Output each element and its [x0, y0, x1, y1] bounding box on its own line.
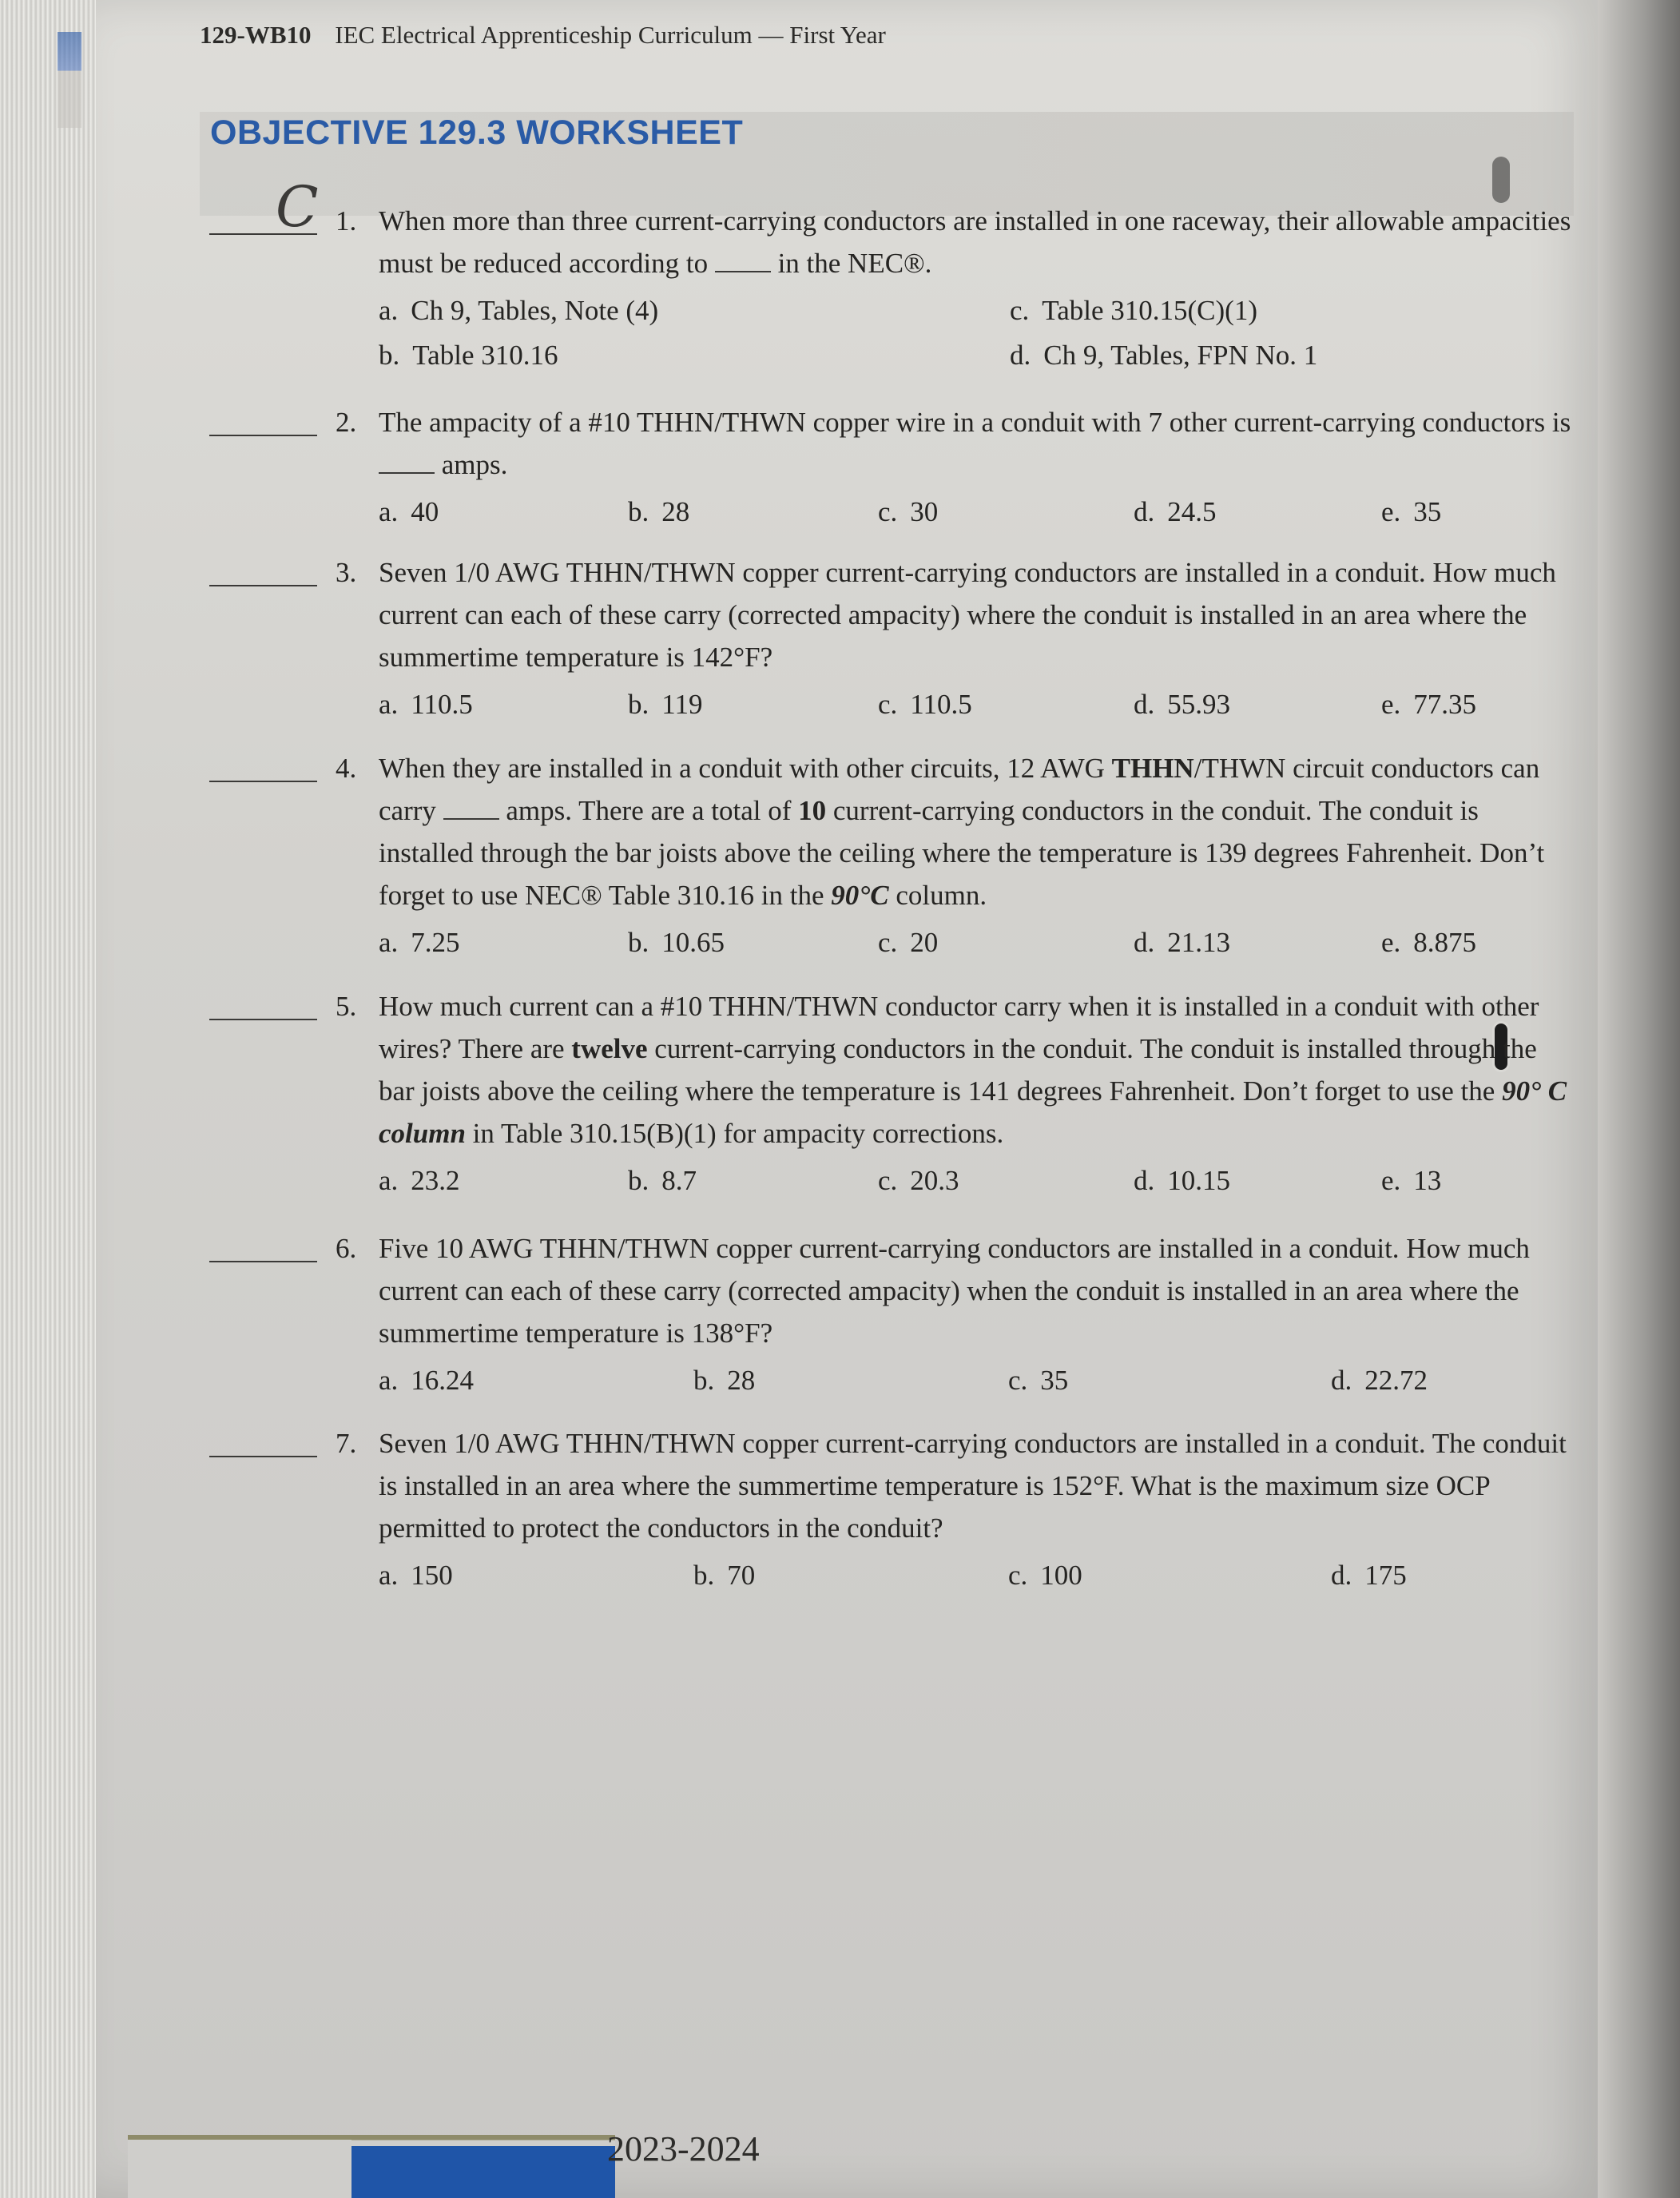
- option-e[interactable]: e. 13: [1381, 1165, 1442, 1196]
- stem-text: The ampacity of a #10 THHN/THWN copper wire in a conduit with 7 other current-carrying conductors is: [379, 407, 1571, 438]
- question-number: 6.: [336, 1233, 357, 1264]
- option-a[interactable]: a. 150: [379, 1560, 453, 1591]
- option-b[interactable]: b. 10.65: [628, 927, 725, 958]
- stem-text: current-carrying conductors in the conduit. The conduit is installed through the bar joists above the ceiling where the temperature is 141 degrees Fahrenheit. Don’t forget to use the: [379, 1033, 1537, 1107]
- question-stem: [379, 401, 1577, 486]
- answer-blank[interactable]: [209, 435, 317, 436]
- question-stem: [379, 747, 1577, 916]
- stem-bold: twelve: [571, 1033, 648, 1064]
- answer-blank[interactable]: [209, 585, 317, 586]
- stem-text: When more than three current-carrying conductors are installed in one raceway, their allowable ampacities must be reduced according to: [379, 205, 1571, 279]
- stem-text: Seven 1/0 AWG THHN/THWN copper current-carrying conductors are installed in a conduit. How much current can each of these carry (corrected ampacity) where the conduit is installed in an area where the summertime temperature is 142°F?: [379, 557, 1556, 673]
- question-7: [209, 1422, 1591, 1599]
- question-6: [209, 1227, 1591, 1404]
- stem-bold-italic: 90° C column: [379, 1075, 1567, 1149]
- question-number: 5.: [336, 991, 357, 1022]
- stem-text: amps. There are a total of: [506, 795, 792, 826]
- options: [379, 1359, 1591, 1404]
- running-head-text: IEC Electrical Apprenticeship Curriculum — First Year: [335, 21, 886, 49]
- stem-bold-italic: 90°C: [831, 880, 889, 911]
- option-c[interactable]: c. 110.5: [878, 689, 972, 720]
- fill-blank[interactable]: [379, 448, 435, 474]
- option-b[interactable]: b. 28: [693, 1365, 756, 1396]
- option-d[interactable]: d. 22.72: [1331, 1365, 1428, 1396]
- handwritten-answer: C: [276, 174, 319, 240]
- option-c[interactable]: c. 30: [878, 496, 939, 527]
- running-head: [200, 21, 886, 50]
- question-1: [209, 200, 1591, 379]
- footer-color-band: [128, 2135, 615, 2198]
- question-number: 4.: [336, 753, 357, 784]
- stem-bold: THHN: [1111, 753, 1194, 784]
- option-a[interactable]: a. 7.25: [379, 927, 460, 958]
- option-b[interactable]: b. 28: [628, 496, 690, 527]
- stem-text: in the NEC®.: [777, 248, 932, 279]
- question-stem: [379, 1227, 1577, 1354]
- option-d[interactable]: d. 21.13: [1134, 927, 1230, 958]
- option-c[interactable]: c. 20.3: [878, 1165, 959, 1196]
- option-b[interactable]: b. 119: [628, 689, 703, 720]
- stem-text: Five 10 AWG THHN/THWN copper current-carrying conductors are installed in a conduit. How much current can each of these carry (corrected ampacity) when the conduit is installed in an area where the summertime temperature is 138°F?: [379, 1233, 1530, 1349]
- running-head-code: 129-WB10: [200, 21, 312, 49]
- question-number: 3.: [336, 557, 357, 588]
- option-e[interactable]: e. 8.875: [1381, 927, 1477, 958]
- options: [379, 289, 1591, 379]
- options: [379, 1159, 1591, 1204]
- footer-stripe: [128, 2135, 351, 2198]
- question-3: [209, 551, 1591, 728]
- answer-blank[interactable]: [209, 781, 317, 782]
- stem-text: current-carrying conductors in the conduit. The conduit is installed through the bar joists above the ceiling where the temperature is 139 degrees Fahrenheit. Don’t forget to use NEC® Table 310.16 in the: [379, 795, 1545, 911]
- option-c[interactable]: c. 35: [1008, 1365, 1069, 1396]
- answer-blank[interactable]: [209, 1019, 317, 1020]
- option-a[interactable]: a. 23.2: [379, 1165, 460, 1196]
- stem-text: in Table 310.15(B)(1) for ampacity corrections.: [472, 1118, 1004, 1149]
- question-number: 2.: [336, 407, 357, 438]
- option-c[interactable]: c. 20: [878, 927, 939, 958]
- options: [379, 491, 1591, 535]
- question-number: 1.: [336, 205, 357, 236]
- option-e[interactable]: e. 35: [1381, 496, 1442, 527]
- stem-bold: 10: [798, 795, 827, 826]
- question-stem: [379, 551, 1577, 678]
- book-tab-markers: [58, 32, 81, 128]
- page-title: OBJECTIVE 129.3 WORKSHEET: [210, 113, 744, 152]
- stem-text: amps.: [441, 449, 508, 480]
- option-b[interactable]: b. 8.7: [628, 1165, 697, 1196]
- stem-text: Seven 1/0 AWG THHN/THWN copper current-carrying conductors are installed in a conduit. The conduit is installed in an area where the summertime temperature is 152°F. What is the maximum size OCP permitted to protect the conductors in the conduit?: [379, 1428, 1567, 1544]
- option-b[interactable]: b. Table 310.16: [379, 340, 558, 371]
- option-b[interactable]: b. 70: [693, 1560, 756, 1591]
- question-number: 7.: [336, 1428, 357, 1459]
- stem-text: column.: [896, 880, 987, 911]
- question-2: [209, 401, 1591, 535]
- background-surface: [1592, 0, 1680, 2198]
- options: [379, 1554, 1591, 1599]
- fill-blank[interactable]: [443, 794, 499, 820]
- answer-blank[interactable]: [209, 233, 317, 235]
- answer-blank[interactable]: [209, 1261, 317, 1262]
- option-d[interactable]: d. 55.93: [1134, 689, 1230, 720]
- question-5: [209, 985, 1591, 1204]
- question-stem: [379, 200, 1577, 284]
- question-4: [209, 747, 1591, 966]
- stem-text: When they are installed in a conduit with other circuits, 12 AWG: [379, 753, 1105, 784]
- question-stem: [379, 1422, 1577, 1549]
- options: [379, 921, 1591, 966]
- option-a[interactable]: a. Ch 9, Tables, Note (4): [379, 295, 659, 326]
- option-e[interactable]: e. 77.35: [1381, 689, 1477, 720]
- answer-blank[interactable]: [209, 1456, 317, 1457]
- option-d[interactable]: d. 175: [1331, 1560, 1407, 1591]
- option-d[interactable]: d. 24.5: [1134, 496, 1217, 527]
- option-a[interactable]: a. 110.5: [379, 689, 473, 720]
- option-d[interactable]: d. 10.15: [1134, 1165, 1230, 1196]
- question-stem: [379, 985, 1577, 1155]
- option-c[interactable]: c. 100: [1008, 1560, 1082, 1591]
- option-a[interactable]: a. 40: [379, 496, 439, 527]
- option-d[interactable]: d. Ch 9, Tables, FPN No. 1: [1010, 340, 1318, 371]
- fill-blank[interactable]: [715, 247, 771, 272]
- option-c[interactable]: c. Table 310.15(C)(1): [1010, 295, 1257, 326]
- option-a[interactable]: a. 16.24: [379, 1365, 475, 1396]
- stem-text: /THWN circuit conductors can carry: [379, 753, 1540, 826]
- options: [379, 683, 1591, 728]
- footer-year: 2023-2024: [607, 2129, 760, 2168]
- stem-text: How much current can a #10 THHN/THWN conductor carry when it is installed in a conduit with other wires? There are: [379, 991, 1539, 1064]
